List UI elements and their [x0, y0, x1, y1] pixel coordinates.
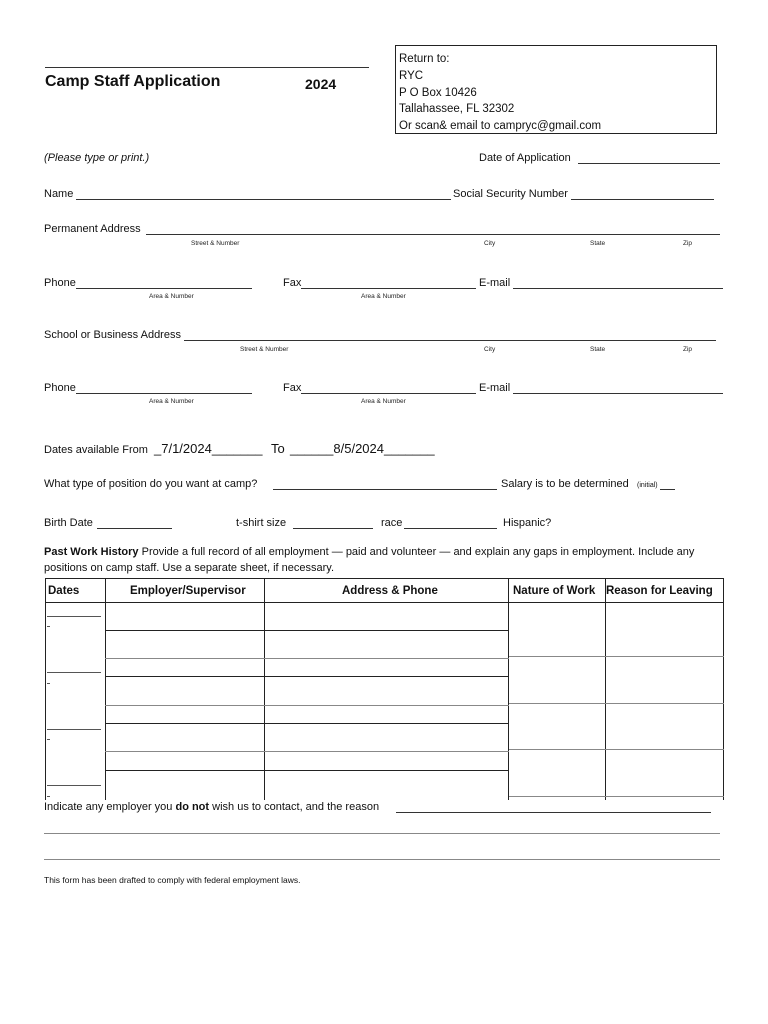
ssn-field[interactable] — [571, 199, 714, 200]
position-question-label: What type of position do you want at camp? — [44, 478, 258, 490]
do-not-contact-pre: Indicate any employer you — [44, 801, 176, 813]
col-reason-for-leaving: Reason for Leaving — [606, 585, 713, 597]
birth-date-field[interactable] — [97, 528, 172, 529]
email-field[interactable] — [513, 393, 723, 394]
zip-caption: Zip — [683, 346, 693, 353]
fax-label: Fax — [283, 382, 302, 394]
title-rule — [45, 67, 369, 68]
page-title: Camp Staff Application — [45, 73, 221, 90]
initial-caption: (initial) — [637, 482, 658, 489]
city-caption: City — [484, 346, 496, 353]
table-border-left — [45, 578, 46, 800]
table-subrow-rule — [105, 658, 509, 659]
col-dates: Dates — [48, 585, 80, 597]
table-row-rule — [105, 723, 509, 724]
return-line: RYC — [399, 69, 424, 82]
table-subrow-rule — [105, 705, 509, 706]
date-blank-tick — [47, 739, 50, 740]
date-from-value[interactable]: _7/1/2024_______ — [154, 441, 263, 456]
table-row-rule — [105, 630, 509, 631]
work-history-instructions — [44, 544, 724, 576]
application-year: 2024 — [305, 76, 337, 92]
permanent-address-field[interactable] — [146, 234, 720, 235]
street-number-caption: Street & Number — [191, 240, 240, 247]
email-label: E-mail — [479, 277, 511, 289]
position-field[interactable] — [273, 489, 497, 490]
table-border-right — [723, 578, 724, 800]
state-caption: State — [590, 240, 606, 247]
school-business-address-field[interactable] — [184, 340, 716, 341]
table-row-rule — [105, 676, 509, 677]
permanent-address-label: Permanent Address — [44, 223, 141, 235]
school-business-address-label: School or Business Address — [44, 329, 181, 341]
phone-label: Phone — [44, 277, 76, 289]
date-blank[interactable] — [47, 672, 101, 673]
do-not-contact-post: wish us to contact, and the reason — [209, 801, 380, 813]
do-not-contact-bold: do not — [175, 801, 210, 813]
zip-caption: Zip — [683, 240, 693, 247]
area-number-caption: Area & Number — [361, 398, 406, 405]
area-number-caption: Area & Number — [149, 398, 194, 405]
do-not-contact-field[interactable] — [396, 812, 711, 813]
salary-initial-field[interactable] — [660, 489, 675, 490]
hispanic-label: Hispanic? — [503, 517, 552, 529]
return-line: Tallahassee, FL 32302 — [399, 103, 515, 116]
col-employer: Employer/Supervisor — [130, 585, 246, 597]
salary-label: Salary is to be determined — [501, 478, 629, 490]
email-field[interactable] — [513, 288, 723, 289]
table-row-rule — [105, 770, 509, 771]
date-of-application-field[interactable] — [578, 163, 720, 164]
col-address-phone: Address & Phone — [342, 585, 438, 597]
fax-label: Fax — [283, 277, 302, 289]
table-row-rule — [509, 749, 724, 750]
area-number-caption: Area & Number — [361, 293, 406, 300]
compliance-note: This form has been drafted to comply with federal employment laws. — [44, 875, 301, 885]
tshirt-size-label: t-shirt size — [236, 517, 287, 529]
date-to-label: To — [271, 441, 285, 456]
table-col-divider — [264, 578, 265, 800]
fax-field[interactable] — [301, 393, 476, 394]
name-field[interactable] — [76, 199, 451, 200]
race-field[interactable] — [404, 528, 497, 529]
table-row-rule — [509, 796, 724, 797]
table-col-divider — [508, 578, 509, 800]
table-header-rule — [45, 602, 724, 603]
do-not-contact-line-3[interactable] — [44, 859, 720, 860]
work-history-heading: Past Work History — [44, 546, 139, 558]
do-not-contact-line-2[interactable] — [44, 833, 720, 834]
return-address-box — [395, 45, 717, 134]
date-blank-tick — [47, 796, 50, 797]
ssn-label: Social Security Number — [453, 188, 568, 200]
col-nature-of-work: Nature of Work — [513, 585, 596, 597]
type-or-print-note: (Please type or print.) — [44, 152, 150, 164]
date-blank[interactable] — [47, 729, 101, 730]
return-line: Return to: — [399, 53, 450, 65]
street-number-caption: Street & Number — [240, 346, 289, 353]
state-caption: State — [590, 346, 606, 353]
phone-field[interactable] — [76, 288, 252, 289]
table-row-rule — [509, 703, 724, 704]
fax-field[interactable] — [301, 288, 476, 289]
race-label: race — [381, 517, 403, 529]
table-col-divider — [605, 578, 606, 800]
city-caption: City — [484, 240, 496, 247]
email-label: E-mail — [479, 382, 511, 394]
date-blank-tick — [47, 683, 50, 684]
date-blank[interactable] — [47, 616, 101, 617]
name-label: Name — [44, 188, 74, 200]
table-col-divider — [105, 578, 106, 800]
table-row-rule — [509, 656, 724, 657]
date-to-value[interactable]: ______8/5/2024_______ — [290, 441, 435, 456]
return-line: Or scan& email to campryc@gmail.com — [399, 120, 602, 133]
tshirt-size-field[interactable] — [293, 528, 373, 529]
work-history-text: Provide a full record of all employment — paid and volunteer — and explain any gaps in employment. Include any positions on camp staff. Use a separate sheet, if necessary. — [44, 546, 695, 574]
birth-date-label: Birth Date — [44, 517, 93, 529]
date-of-application-label: Date of Application — [479, 152, 571, 164]
do-not-contact-label — [44, 801, 379, 813]
phone-label: Phone — [44, 382, 76, 394]
table-subrow-rule — [105, 751, 509, 752]
area-number-caption: Area & Number — [149, 293, 194, 300]
phone-field[interactable] — [76, 393, 252, 394]
return-line: P O Box 10426 — [399, 86, 477, 99]
date-blank[interactable] — [47, 785, 101, 786]
dates-available-label: Dates available From — [44, 444, 148, 456]
table-border-top — [45, 578, 724, 579]
date-blank-tick — [47, 626, 50, 627]
